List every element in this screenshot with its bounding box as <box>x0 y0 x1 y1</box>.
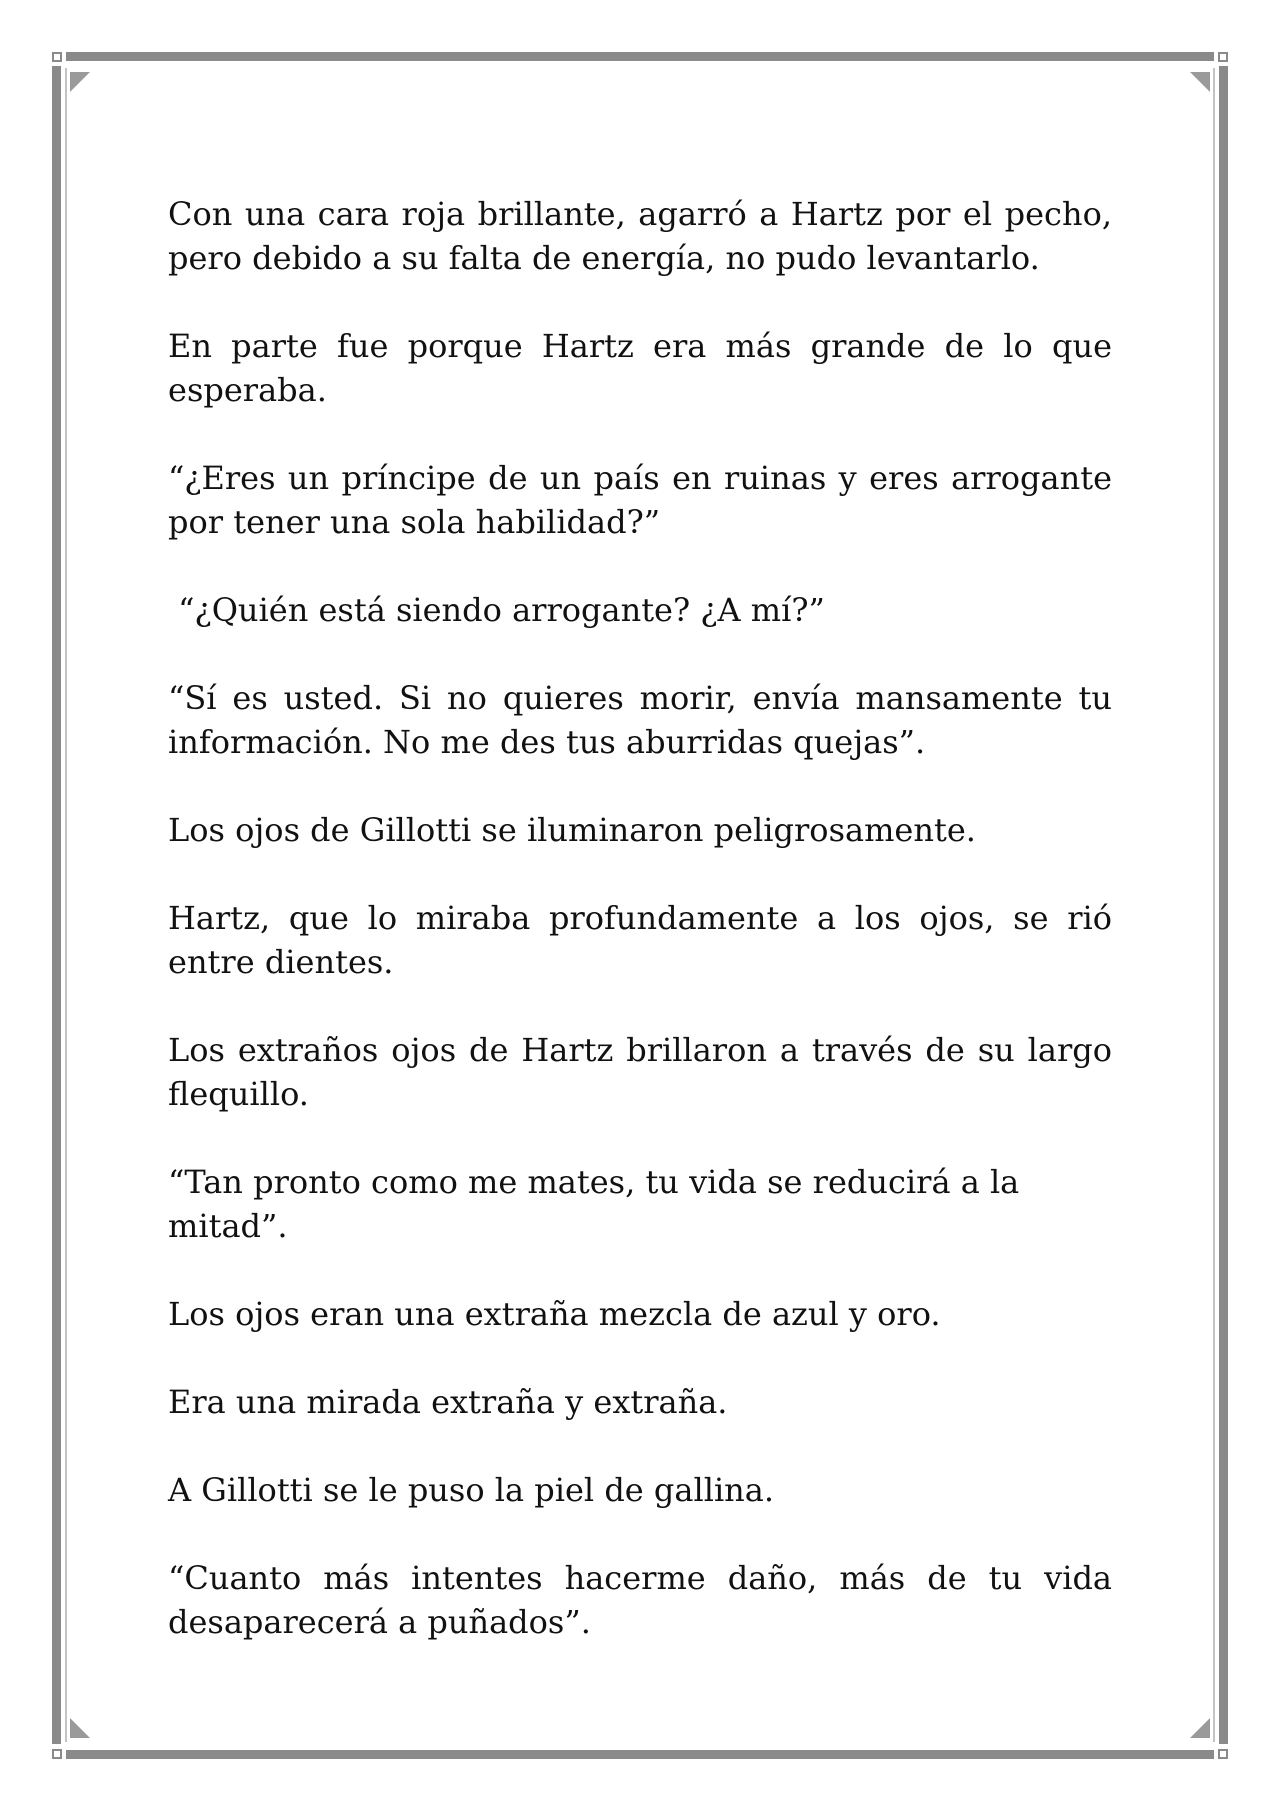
paragraph: Era una mirada extraña y extraña. <box>168 1383 728 1421</box>
paragraph: “¿Quién está siendo arrogante? ¿A mí?” <box>168 591 825 629</box>
paragraph: “Sí es usted. Si no quieres morir, envía mansamente tu información. No me des tus aburridas quejas”. <box>168 679 1112 761</box>
frame-corner-bottom-left <box>52 1749 62 1759</box>
frame-right-border <box>1219 66 1228 1744</box>
frame-bottom-border <box>66 1750 1214 1759</box>
corner-ornament-top-right <box>1190 72 1210 92</box>
frame-top-border <box>66 52 1214 61</box>
paragraph: Los ojos eran una extraña mezcla de azul y oro. <box>168 1295 941 1333</box>
paragraph: “¿Eres un príncipe de un país en ruinas y eres arrogante por tener una sola habilidad?” <box>168 459 1112 541</box>
corner-ornament-bottom-right <box>1190 1718 1210 1738</box>
frame-inner-right-line <box>1213 68 1215 1742</box>
paragraph: Los extraños ojos de Hartz brillaron a través de su largo flequillo. <box>168 1031 1112 1113</box>
frame-left-border <box>52 66 61 1744</box>
paragraph: En parte fue porque Hartz era más grande de lo que esperaba. <box>168 327 1112 409</box>
paragraph: Hartz, que lo miraba profundamente a los ojos, se rió entre dientes. <box>168 899 1112 981</box>
paragraph: “Tan pronto como me mates, tu vida se reducirá a la mitad”. <box>168 1163 1020 1245</box>
frame-corner-bottom-right <box>1218 1749 1228 1759</box>
page-text <box>168 192 1112 1688</box>
corner-ornament-bottom-left <box>70 1718 90 1738</box>
paragraph: “Cuanto más intentes hacerme daño, más de tu vida desaparecerá a puñados”. <box>168 1559 1112 1641</box>
frame-corner-top-left <box>52 52 62 62</box>
frame-inner-left-line <box>65 68 67 1742</box>
corner-ornament-top-left <box>70 72 90 92</box>
frame-corner-top-right <box>1218 52 1228 62</box>
paragraph: Los ojos de Gillotti se iluminaron peligrosamente. <box>168 811 976 849</box>
paragraph: Con una cara roja brillante, agarró a Hartz por el pecho, pero debido a su falta de energía, no pudo levantarlo. <box>168 195 1112 277</box>
paragraph: A Gillotti se le puso la piel de gallina. <box>168 1471 775 1509</box>
